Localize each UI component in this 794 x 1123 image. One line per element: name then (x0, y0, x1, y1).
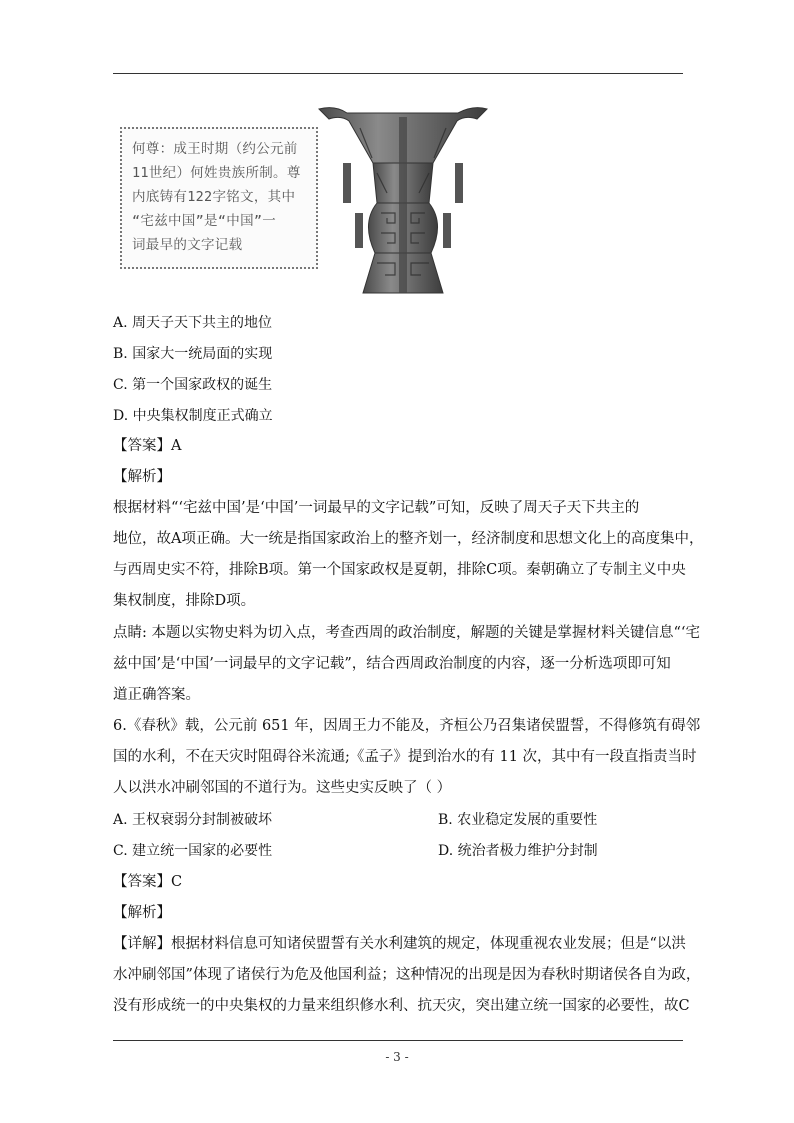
caption-line: 11世纪）何姓贵族所制。尊 (132, 165, 301, 181)
q6-stem-line: 6.《春秋》载，公元前 651 年，因周王力不能及，齐桓公乃召集诸侯盟誓，不得修筑有碍邻 (113, 718, 701, 734)
q5-option-c: C. 第一个国家政权的诞生 (113, 377, 273, 393)
q5-analysis-heading: 【解析】 (113, 469, 171, 485)
q5-tip-line: 点睛: 本题以实物史料为切入点，考查西周的政治制度，解题的关键是掌握材料关键信息“‘宅 (113, 625, 701, 641)
footer-rule (113, 1040, 683, 1041)
q5-tip-line: 兹中国’是‘中国’一词最早的文字记载”，结合西周政治制度的内容，逐一分析选项即可知 (113, 656, 671, 672)
q5-answer: 【答案】A (113, 438, 182, 454)
q5-analysis-line: 地位，故A项正确。大一统是指国家政治上的整齐划一，经济制度和思想文化上的高度集中， (113, 531, 704, 547)
q6-stem-line: 国的水利，不在天灾时阻碍谷米流通;《孟子》提到治水的有 11 次，其中有一段直指责当时 (113, 749, 697, 765)
caption-line: 内底铸有122字铭文，其中 (132, 189, 296, 205)
q6-option-d: D. 统治者极力维护分封制 (438, 843, 598, 859)
header-rule (113, 73, 683, 74)
q6-detail-line: 没有形成统一的中央集权的力量来组织修水利、抗天灾，突出建立统一国家的必要性，故C (113, 998, 690, 1014)
artifact-figure (120, 103, 490, 298)
caption-line: 何尊：成王时期（约公元前 (132, 141, 298, 157)
q5-analysis-line: 根据材料“‘宅兹中国’是‘中国’一词最早的文字记载”可知，反映了周天子天下共主的 (113, 500, 640, 516)
caption-line: “宅兹中国”是“中国”一 (132, 213, 277, 229)
bronze-zun-vessel-image (315, 103, 490, 298)
q6-option-b: B. 农业稳定发展的重要性 (438, 812, 598, 828)
q5-option-b: B. 国家大一统局面的实现 (113, 346, 273, 362)
page-number: - 3 - (385, 1050, 409, 1064)
q5-option-a: A. 周天子天下共主的地位 (113, 315, 273, 331)
q6-analysis-heading: 【解析】 (113, 905, 171, 921)
q6-detail-line: 【详解】根据材料信息可知诸侯盟誓有关水利建筑的规定，体现重视农业发展；但是“以洪 (113, 936, 686, 952)
q5-tip-line: 道正确答案。 (113, 687, 200, 703)
artifact-caption-box (120, 127, 318, 269)
q6-detail-line: 水冲刷邻国”体现了诸侯行为危及他国利益；这种情况的出现是因为春秋时期诸侯各自为政， (113, 967, 701, 983)
q6-answer: 【答案】C (113, 874, 183, 890)
q6-option-a: A. 王权衰弱分封制被破坏 (113, 812, 273, 828)
q6-stem-line: 人以洪水冲刷邻国的不道行为。这些史实反映了（ ） (113, 780, 452, 796)
caption-line: 词最早的文字记载 (132, 237, 243, 253)
q5-analysis-line: 与西周史实不符，排除B项。第一个国家政权是夏朝，排除C项。秦朝确立了专制主义中央 (113, 562, 686, 578)
q5-option-d: D. 中央集权制度正式确立 (113, 408, 273, 424)
q6-option-c: C. 建立统一国家的必要性 (113, 843, 273, 859)
q5-analysis-line: 集权制度，排除D项。 (113, 593, 256, 609)
